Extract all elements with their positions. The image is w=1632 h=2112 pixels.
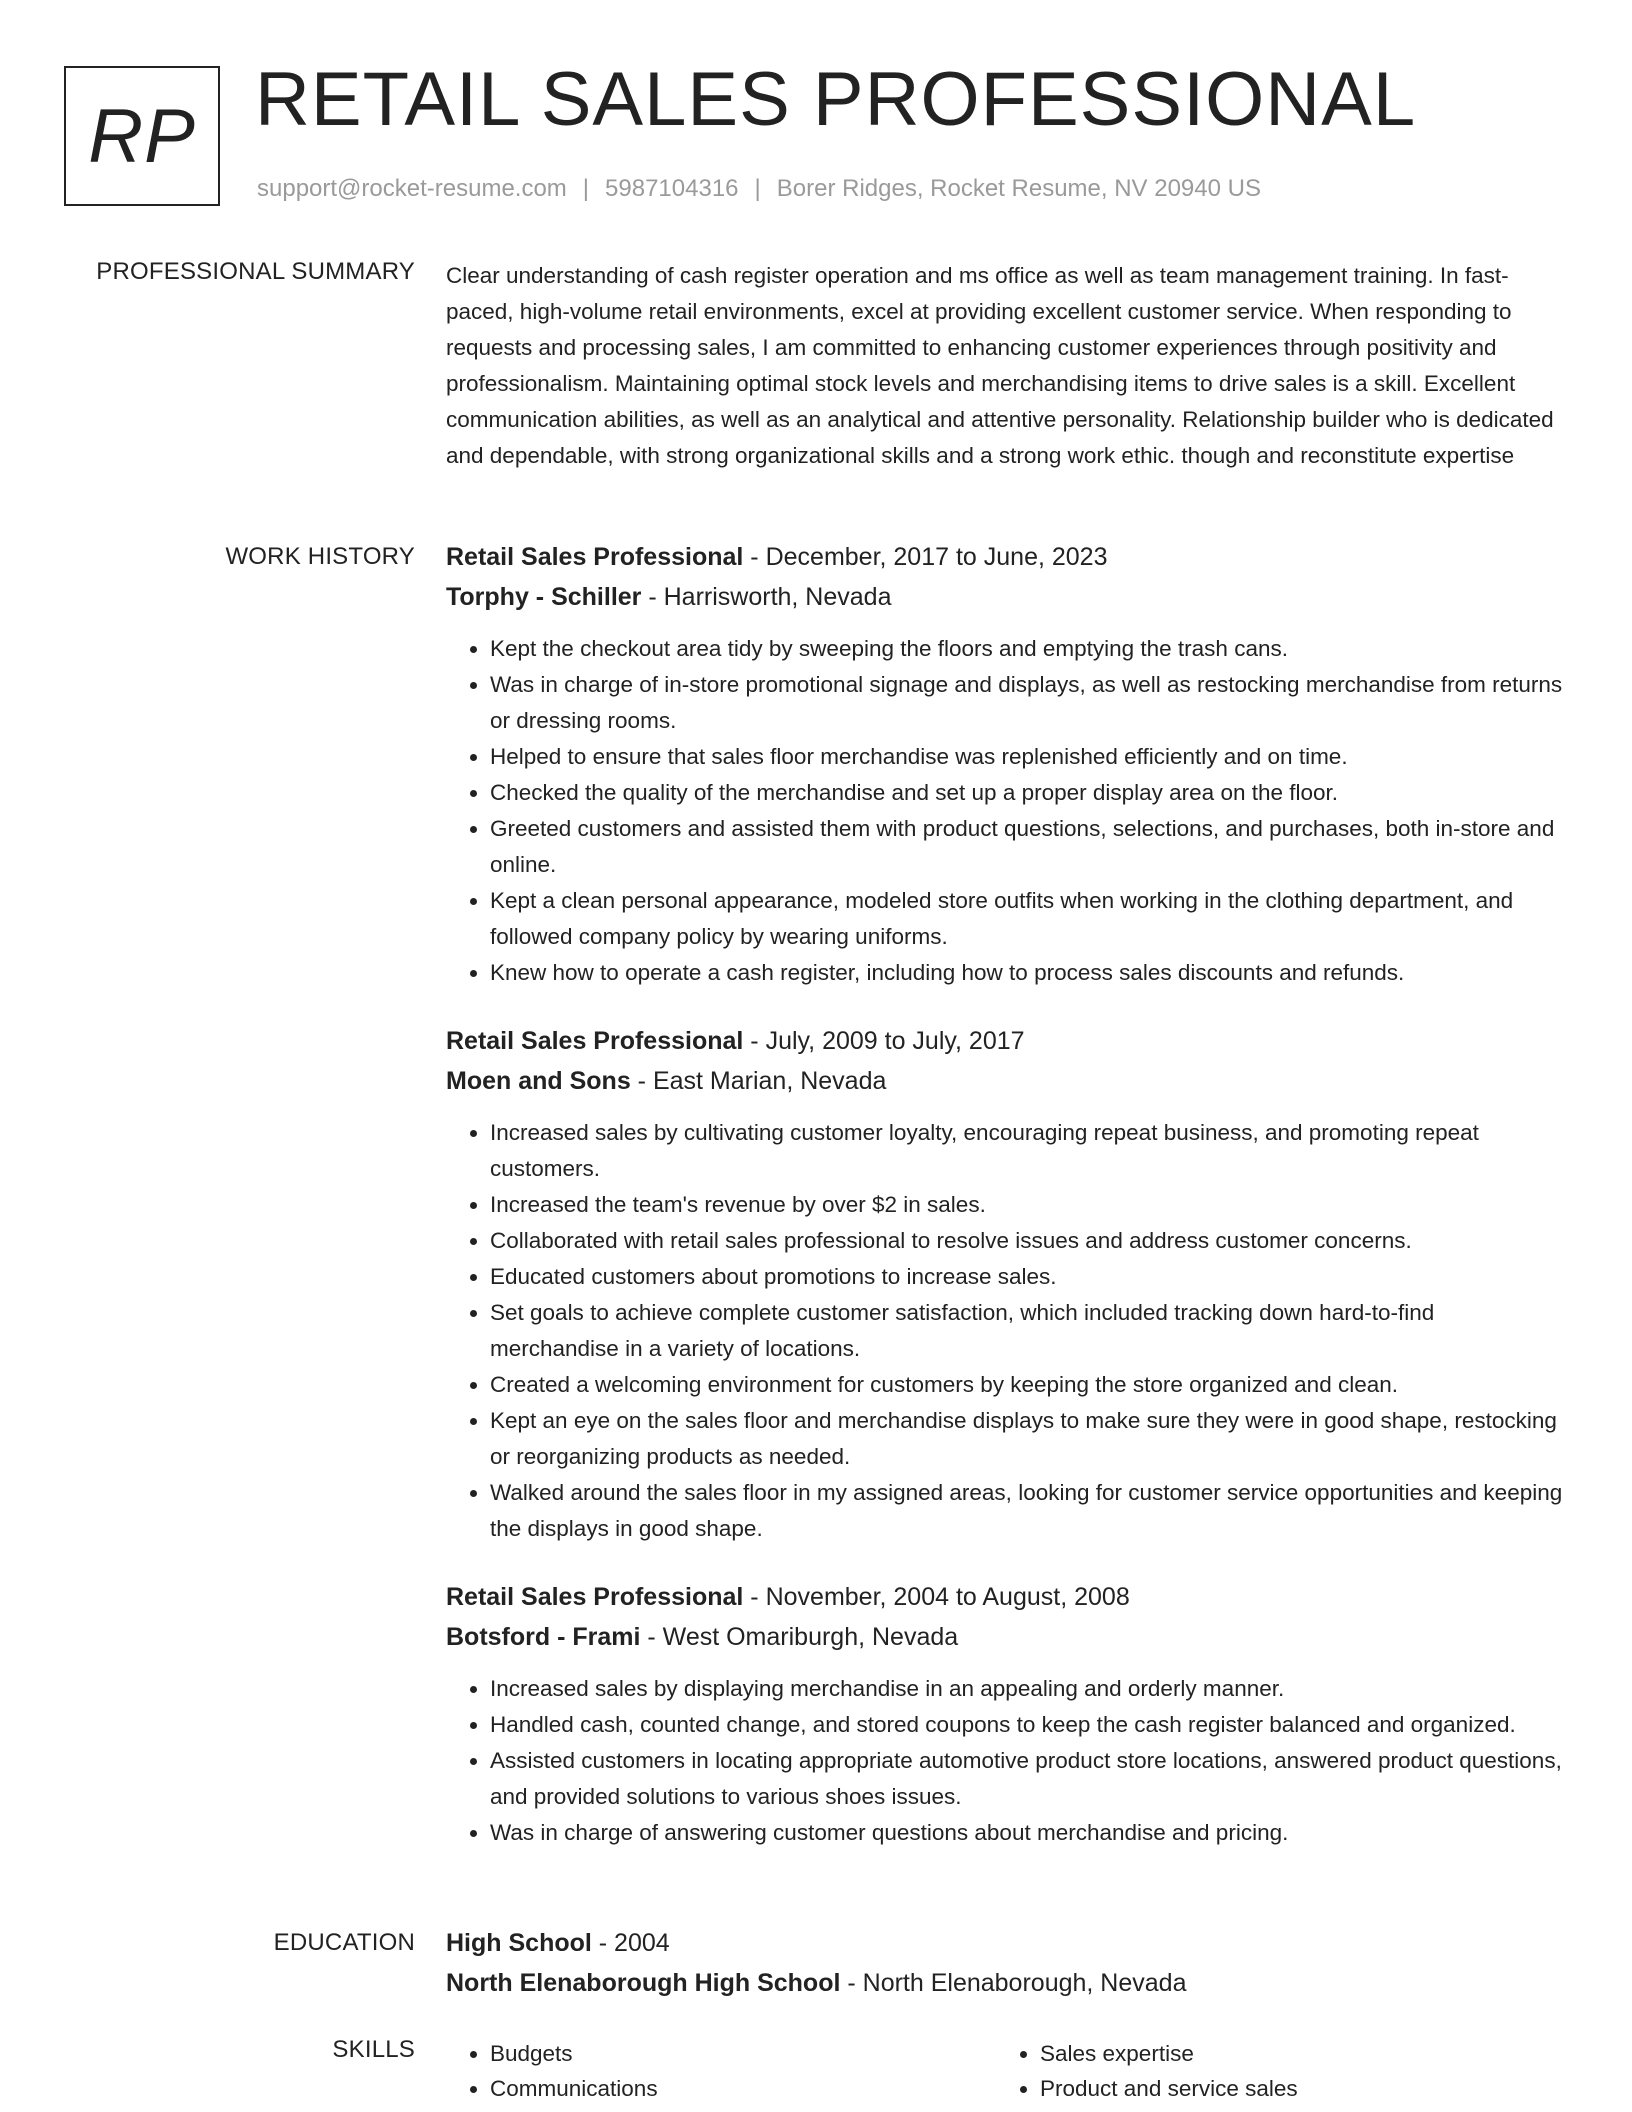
education-school-line bbox=[446, 1963, 1566, 2003]
job-company-line bbox=[446, 1061, 1566, 1101]
skills-grid bbox=[446, 2036, 1566, 2106]
contact-separator: | bbox=[582, 175, 590, 202]
job-company: Torphy - Schiller bbox=[446, 583, 642, 611]
job-title: Retail Sales Professional bbox=[446, 1027, 744, 1055]
job-dates: - July, 2009 to July, 2017 bbox=[743, 1027, 1025, 1055]
job-dates: - December, 2017 to June, 2023 bbox=[743, 543, 1108, 571]
job-bullets bbox=[446, 631, 1566, 991]
education-year: - 2004 bbox=[591, 1929, 670, 1957]
job-title-line bbox=[446, 537, 1566, 577]
job-bullet: • Increased the team's revenue by over $2 in sales. bbox=[490, 1187, 1566, 1223]
job-company-line bbox=[446, 1617, 1566, 1657]
education-degree-line bbox=[446, 1923, 1566, 1963]
job-bullet: • Helped to ensure that sales floor merchandise was replenished efficiently and on time. bbox=[490, 739, 1566, 775]
job-location: - West Omariburgh, Nevada bbox=[640, 1623, 959, 1651]
job-entry bbox=[446, 1021, 1566, 1547]
job-dates: - November, 2004 to August, 2008 bbox=[743, 1583, 1130, 1611]
job-bullet: • Kept the checkout area tidy by sweeping the floors and emptying the trash cans. bbox=[490, 631, 1566, 667]
monogram-logo: RP bbox=[64, 66, 220, 206]
job-company: Moen and Sons bbox=[446, 1067, 631, 1095]
contact-address: Borer Ridges, Rocket Resume, NV 20940 US bbox=[776, 175, 1261, 202]
contact-separator: | bbox=[754, 175, 761, 202]
work-history-body bbox=[446, 537, 1566, 1881]
job-bullet: • Collaborated with retail sales professional to resolve issues and address customer concerns. bbox=[490, 1223, 1566, 1259]
job-title-line bbox=[446, 1021, 1566, 1061]
job-bullet: • Increased sales by cultivating customer loyalty, encouraging repeat business, and promoting repeat customers. bbox=[490, 1115, 1566, 1187]
education-school: North Elenaborough High School bbox=[446, 1969, 841, 1997]
job-bullets bbox=[446, 1115, 1566, 1547]
contact-line bbox=[257, 175, 1261, 203]
job-bullet: • Checked the quality of the merchandise and set up a proper display area on the floor. bbox=[490, 775, 1566, 811]
job-bullet: • Was in charge of answering customer questions about merchandise and pricing. bbox=[490, 1815, 1566, 1851]
job-company-line bbox=[446, 577, 1566, 617]
skills-column-right bbox=[996, 2036, 1546, 2106]
education-body bbox=[446, 1923, 1566, 2003]
job-bullet: • Kept a clean personal appearance, modeled store outfits when working in the clothing department, and followed company policy by wearing uniforms. bbox=[490, 883, 1566, 955]
job-entry bbox=[446, 1577, 1566, 1851]
job-title: Retail Sales Professional bbox=[446, 543, 744, 571]
summary-text: Clear understanding of cash register operation and ms office as well as team management training. In fast-paced, high-volume retail environments, excel at providing excellent customer service. When responding to requests and processing sales, I am committed to enhancing customer experiences through positivity and professionalism. Maintaining optimal stock levels and merchandising items to drive sales is a skill. Excellent communication abilities, as well as an analytical and attentive personality. Relationship builder who is dedicated and dependable, with strong organizational skills and a strong work ethic. though and reconstitute expertise bbox=[446, 263, 1554, 468]
job-bullet: • Created a welcoming environment for customers by keeping the store organized and clean. bbox=[490, 1367, 1566, 1403]
job-bullet: • Knew how to operate a cash register, including how to process sales discounts and refunds. bbox=[490, 955, 1566, 991]
job-bullet: • Kept an eye on the sales floor and merchandise displays to make sure they were in good shape, restocking or reorganizing products as needed. bbox=[490, 1403, 1566, 1475]
skills-column-left bbox=[446, 2036, 996, 2106]
job-entry bbox=[446, 537, 1566, 991]
work-history-heading: WORK HISTORY bbox=[225, 543, 415, 570]
job-location: - Harrisworth, Nevada bbox=[641, 583, 892, 611]
job-company: Botsford - Frami bbox=[446, 1623, 641, 1651]
job-bullet: • Handled cash, counted change, and stored coupons to keep the cash register balanced and organized. bbox=[490, 1707, 1566, 1743]
job-title-line bbox=[446, 1577, 1566, 1617]
skill-item: • Budgets bbox=[490, 2036, 996, 2071]
skill-item: • Product and service sales bbox=[1040, 2071, 1546, 2106]
education-degree: High School bbox=[446, 1929, 592, 1957]
job-bullet: • Assisted customers in locating appropriate automotive product store locations, answered product questions, and provided solutions to various shoes issues. bbox=[490, 1743, 1566, 1815]
education-heading: EDUCATION bbox=[273, 1929, 415, 1956]
job-bullets bbox=[446, 1671, 1566, 1851]
resume-title: RETAIL SALES PROFESSIONAL bbox=[255, 57, 1417, 142]
skills-heading: SKILLS bbox=[332, 2036, 415, 2063]
skill-item: • Communications bbox=[490, 2071, 996, 2106]
skills-body bbox=[446, 2036, 1566, 2106]
job-location: - East Marian, Nevada bbox=[630, 1067, 887, 1095]
job-bullet: • Was in charge of in-store promotional signage and displays, as well as restocking merchandise from returns or dressing rooms. bbox=[490, 667, 1566, 739]
contact-phone: 5987104316 bbox=[605, 175, 739, 202]
job-bullet: • Greeted customers and assisted them with product questions, selections, and purchases, both in-store and online. bbox=[490, 811, 1566, 883]
summary-body bbox=[446, 258, 1566, 474]
education-location: - North Elenaborough, Nevada bbox=[840, 1969, 1187, 1997]
job-bullet: • Increased sales by displaying merchandise in an appealing and orderly manner. bbox=[490, 1671, 1566, 1707]
skill-item: • Sales expertise bbox=[1040, 2036, 1546, 2071]
summary-heading: PROFESSIONAL SUMMARY bbox=[96, 258, 415, 285]
job-bullet: • Educated customers about promotions to increase sales. bbox=[490, 1259, 1566, 1295]
job-title: Retail Sales Professional bbox=[446, 1583, 744, 1611]
job-bullet: • Walked around the sales floor in my assigned areas, looking for customer service opportunities and keeping the displays in good shape. bbox=[490, 1475, 1566, 1547]
contact-email: support@rocket-resume.com bbox=[257, 175, 567, 202]
job-bullet: • Set goals to achieve complete customer satisfaction, which included tracking down hard-to-find merchandise in a variety of locations. bbox=[490, 1295, 1566, 1367]
